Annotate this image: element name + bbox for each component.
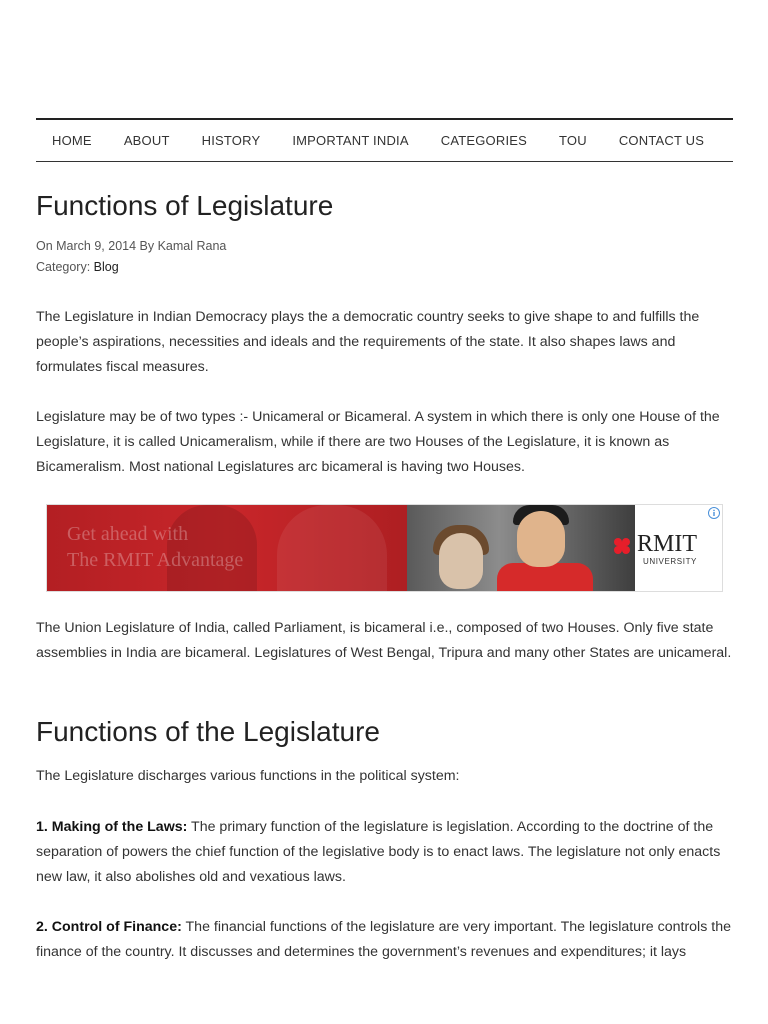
nav-history[interactable]: HISTORY — [201, 133, 261, 148]
function-item-laws — [36, 815, 736, 890]
nav-contact-us[interactable]: CONTACT US — [618, 133, 705, 148]
paragraph-section-intro: The Legislature discharges various functions in the political system: — [36, 768, 460, 784]
function-text: The financial functions of the legislature are very important. The legislature controls the finance of the country. It discusses and determines the government’s revenues and expenditures; it lays — [36, 919, 731, 960]
advertisement-banner[interactable] — [46, 504, 723, 592]
post-date-author: On March 9, 2014 By Kamal Rana — [36, 239, 227, 253]
rmit-logo-icon — [611, 535, 633, 557]
ad-tagline-line2: The RMIT Advantage — [67, 549, 244, 571]
post-meta — [36, 236, 226, 278]
function-text: The primary function of the legislature is legislation. According to the doctrine of the separation of powers the chief function of the legislative body is to enact laws. The legislature not only enacts new law, it also abolishes old and vexatious laws. — [36, 819, 721, 885]
ad-tagline-line1: Get ahead with — [67, 523, 189, 545]
paragraph-union-legislature: The Union Legislature of India, called Parliament, is bicameral i.e., composed of two Houses. Only five state assemblies in India are bicameral. Legislatures of West Bengal, Tripura and many other States are unicameral. — [36, 620, 732, 661]
post-category — [36, 257, 226, 278]
rmit-logo-sub: UNIVERSITY — [642, 557, 697, 566]
ad-person-face — [439, 533, 483, 589]
category-label: Category: — [36, 260, 94, 274]
info-icon[interactable] — [708, 507, 720, 519]
main-nav — [36, 118, 733, 162]
function-item-finance — [36, 915, 736, 965]
ad-person-face — [517, 511, 565, 567]
nav-about[interactable]: ABOUT — [123, 133, 170, 148]
rmit-logo-word: RMIT — [637, 531, 697, 557]
paragraph-intro: The Legislature in Indian Democracy plays the a democratic country seeks to give shape to and fulfills the people’s aspirations, necessities and ideals and the requirements of the state. It also shapes laws and formulates fiscal measures. — [36, 309, 700, 375]
nav-home[interactable]: HOME — [52, 133, 92, 148]
function-label: 1. Making of the Laws: — [36, 819, 188, 835]
rmit-logo-text — [637, 531, 697, 567]
paragraph-types: Legislature may be of two types :- Unicameral or Bicameral. A system in which there is only one House of the Legislature, it is called Unicameralism, while if there are two Houses of the Legislature, it is known as Bicameralism. Most national Legislatures arc bicameral is having two Houses. — [36, 409, 720, 475]
section-heading: Functions of the Legislature — [36, 716, 380, 747]
ad-person-shirt — [497, 563, 593, 592]
ad-figure-shape — [277, 505, 387, 592]
nav-categories[interactable]: CATEGORIES — [440, 133, 528, 148]
rmit-logo — [611, 531, 697, 567]
nav-important-india[interactable]: IMPORTANT INDIA — [292, 133, 409, 148]
category-link-blog[interactable]: Blog — [93, 260, 119, 274]
post-title: Functions of Legislature — [36, 190, 334, 221]
function-label: 2. Control of Finance: — [36, 919, 182, 935]
nav-tou[interactable]: TOU — [559, 133, 587, 148]
